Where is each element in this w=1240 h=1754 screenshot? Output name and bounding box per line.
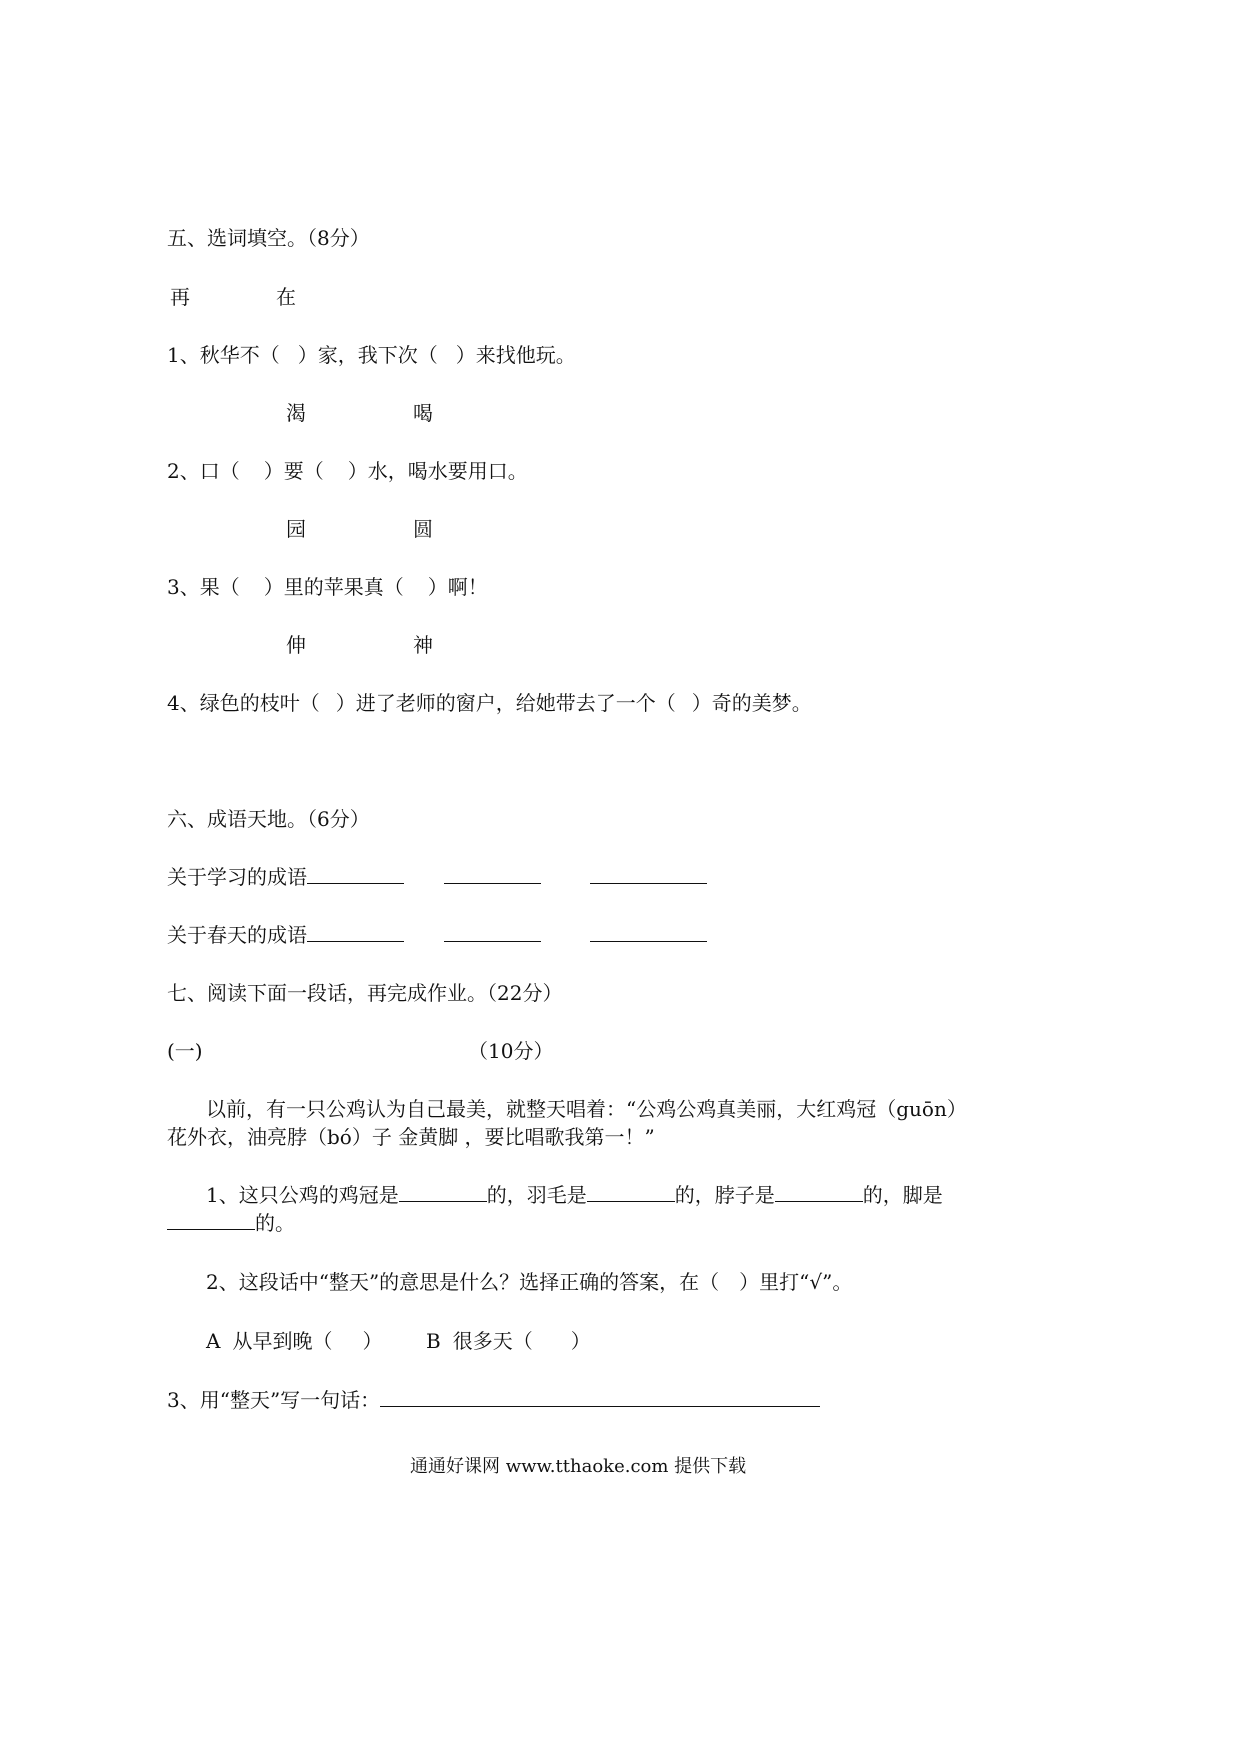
word-choice-2b: 喝 <box>413 401 433 425</box>
part-1-label: (一) <box>167 1039 203 1063</box>
answer-line[interactable] <box>380 1386 820 1407</box>
q-text: ）里的苹果真（ <box>263 575 404 599</box>
blank-line[interactable] <box>307 863 404 884</box>
question-5-2 <box>167 457 528 485</box>
passage-line-2: 花外衣，油亮脖（bó）子 金黄脚 ，要比唱歌我第一！” <box>167 1125 655 1149</box>
blank-line[interactable] <box>399 1181 487 1202</box>
blank-line[interactable] <box>444 921 541 942</box>
option-text: 从早到晚（ <box>232 1329 333 1353</box>
option-letter: B <box>426 1329 441 1353</box>
q-text: ）奇的美梦。 <box>691 691 812 715</box>
question-5-4 <box>167 689 812 717</box>
blank-line[interactable] <box>590 863 707 884</box>
word-choice-3a: 园 <box>286 517 306 541</box>
q-text: 1、秋华不（ <box>167 343 280 367</box>
word-choice-4a: 伸 <box>286 633 306 657</box>
passage-line-1: 以前，有一只公鸡认为自己最美，就整天唱着：“公鸡公鸡真美丽，大红鸡冠（guōn） <box>206 1097 967 1121</box>
q-text: 3、果（ <box>167 575 240 599</box>
q-text: 的，脖子是 <box>674 1183 775 1207</box>
q-text: 的，羽毛是 <box>486 1183 587 1207</box>
question-7-1-cont <box>167 1209 295 1237</box>
q-text: ）水，喝水要用口。 <box>347 459 528 483</box>
word-choice-4b: 神 <box>413 633 433 657</box>
q-text: 1、这只公鸡的鸡冠是 <box>206 1183 399 1207</box>
q-text: 3、用“整天”写一句话： <box>167 1388 381 1412</box>
blank-line[interactable] <box>444 863 541 884</box>
q-text: 2、口（ <box>167 459 240 483</box>
question-7-3 <box>167 1386 820 1414</box>
blank-line[interactable] <box>167 1209 255 1230</box>
blank-line[interactable] <box>307 921 404 942</box>
section-7-title: 七、阅读下面一段话，再完成作业。（22分） <box>167 981 563 1005</box>
idiom-spring-label: 关于春天的成语 <box>167 923 307 947</box>
blank-line[interactable] <box>587 1181 675 1202</box>
q-text: ）啊！ <box>427 575 488 599</box>
idiom-study-label: 关于学习的成语 <box>167 865 307 889</box>
blank-line[interactable] <box>590 921 707 942</box>
q-text: ）要（ <box>263 459 324 483</box>
word-choice-1a: 再 <box>170 285 190 309</box>
question-5-3 <box>167 573 488 601</box>
q-text: ）来找他玩。 <box>455 343 576 367</box>
option-text: ） <box>570 1329 591 1353</box>
question-5-1 <box>167 341 576 369</box>
q-text: 4、绿色的枝叶（ <box>167 691 320 715</box>
q-text: ）家，我下次（ <box>297 343 438 367</box>
page-footer: 通通好课网 www.tthaoke.com 提供下载 <box>410 1456 747 1477</box>
question-7-1 <box>206 1181 943 1209</box>
word-choice-1b: 在 <box>276 285 296 309</box>
option-text: ） <box>362 1329 383 1353</box>
word-choice-2a: 渴 <box>286 401 306 425</box>
option-letter: A <box>206 1329 221 1353</box>
q-text: 的，脚是 <box>862 1183 943 1207</box>
question-7-2: 2、这段话中“整天”的意思是什么？选择正确的答案，在（ ）里打“√”。 <box>206 1270 853 1294</box>
q-text: 的。 <box>255 1211 295 1235</box>
section-5-title: 五、选词填空。（8分） <box>167 226 370 250</box>
part-1-score: （10分） <box>468 1039 554 1063</box>
q-text: ）进了老师的窗户，给她带去了一个（ <box>335 691 676 715</box>
blank-line[interactable] <box>775 1181 863 1202</box>
idiom-spring-row <box>167 921 707 949</box>
option-b <box>426 1327 591 1355</box>
word-choice-3b: 圆 <box>413 517 433 541</box>
option-a <box>206 1327 382 1355</box>
idiom-study-row <box>167 863 707 891</box>
option-text: 很多天（ <box>452 1329 533 1353</box>
section-6-title: 六、成语天地。（6分） <box>167 807 370 831</box>
